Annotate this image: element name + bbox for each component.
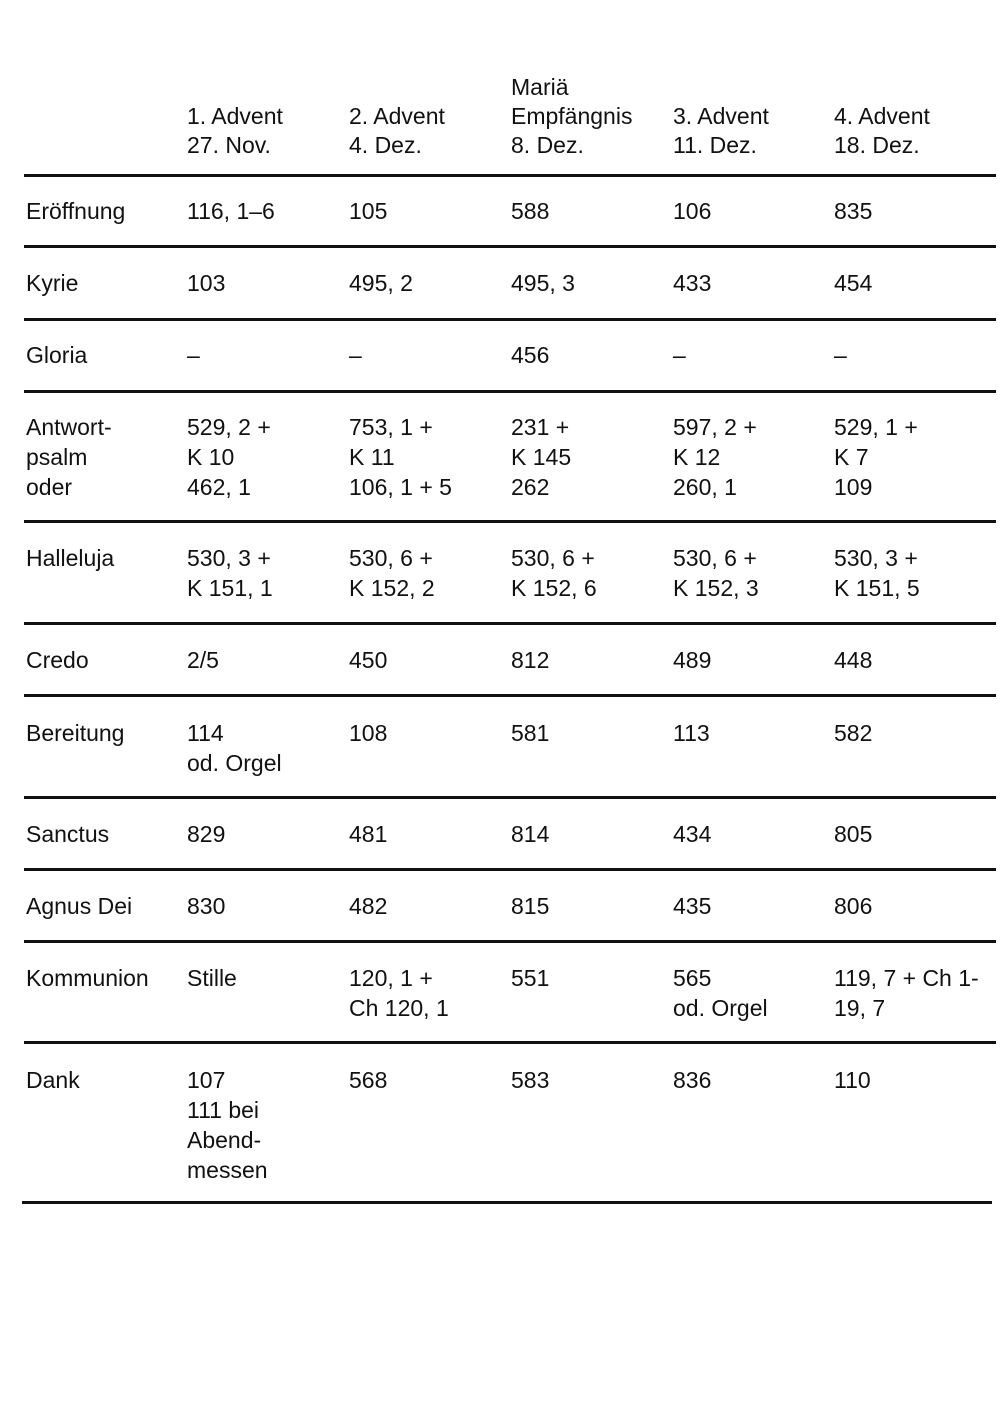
row-label: Kommunion xyxy=(26,965,149,991)
table-cell: – xyxy=(187,342,200,368)
table-cell: 433 xyxy=(673,270,712,296)
table-cell: 481 xyxy=(349,821,388,847)
row-divider xyxy=(24,318,996,321)
row-label: Gloria xyxy=(26,342,88,368)
table-cell: 806 xyxy=(834,893,873,919)
table-cell: 120, 1 + Ch 120, 1 xyxy=(349,965,449,1021)
row-label: Dank xyxy=(26,1067,80,1093)
table-cell: 495, 2 xyxy=(349,270,413,296)
table-cell: 103 xyxy=(187,270,226,296)
table-cell: 568 xyxy=(349,1067,388,1093)
table-cell: 812 xyxy=(511,647,550,673)
row-label: Antwort- psalm oder xyxy=(26,414,112,500)
table-cell: 489 xyxy=(673,647,712,673)
table-cell: – xyxy=(349,342,362,368)
table-cell: 435 xyxy=(673,893,712,919)
table-cell: 495, 3 xyxy=(511,270,575,296)
row-divider xyxy=(24,1041,996,1044)
row-divider xyxy=(24,245,996,248)
table-cell: 830 xyxy=(187,893,226,919)
column-header-1-advent: 1. Advent 27. Nov. xyxy=(187,103,283,158)
table-cell: 106 xyxy=(673,198,712,224)
table-cell: 836 xyxy=(673,1067,712,1093)
table-cell: 753, 1 + K 11 106, 1 + 5 xyxy=(349,414,452,500)
column-header-4-advent: 4. Advent 18. Dez. xyxy=(834,103,930,158)
column-header-maria-empfaengnis: Mariä Empfängnis 8. Dez. xyxy=(511,74,633,158)
table-cell: 597, 2 + K 12 260, 1 xyxy=(673,414,757,500)
table-cell: 108 xyxy=(349,720,388,746)
table-cell: 434 xyxy=(673,821,712,847)
table-cell: 116, 1–6 xyxy=(187,198,275,224)
header-divider xyxy=(24,174,996,177)
row-label: Agnus Dei xyxy=(26,893,133,919)
table-cell: – xyxy=(673,342,686,368)
row-divider xyxy=(24,940,996,943)
table-cell: 805 xyxy=(834,821,873,847)
row-divider xyxy=(24,520,996,523)
row-divider xyxy=(24,694,996,697)
table-cell: 530, 6 + K 152, 6 xyxy=(511,545,597,601)
table-cell: – xyxy=(834,342,847,368)
table-cell: 529, 2 + K 10 462, 1 xyxy=(187,414,271,500)
table-cell: 581 xyxy=(511,720,550,746)
table-cell: 119, 7 + Ch 1- 19, 7 xyxy=(834,965,979,1021)
table-cell: 231 + K 145 262 xyxy=(511,414,572,500)
row-label: Credo xyxy=(26,647,89,673)
row-label: Kyrie xyxy=(26,270,79,296)
table-cell: 110 xyxy=(834,1067,871,1093)
table-cell: 114 od. Orgel xyxy=(187,720,282,776)
table-cell: 482 xyxy=(349,893,388,919)
row-divider xyxy=(24,390,996,393)
table-cell: 529, 1 + K 7 109 xyxy=(834,414,918,500)
row-label: Sanctus xyxy=(26,821,110,847)
table-cell: 448 xyxy=(834,647,873,673)
row-divider xyxy=(24,796,996,799)
table-cell: 105 xyxy=(349,198,388,224)
table-cell: 582 xyxy=(834,720,873,746)
column-header-2-advent: 2. Advent 4. Dez. xyxy=(349,103,445,158)
table-cell: 815 xyxy=(511,893,550,919)
table-cell: 113 xyxy=(673,720,710,746)
table-cell: 2/5 xyxy=(187,647,219,673)
table-cell: 456 xyxy=(511,342,550,368)
table-cell: 829 xyxy=(187,821,226,847)
table-cell: 583 xyxy=(511,1067,550,1093)
table-cell: 551 xyxy=(511,965,550,991)
bottom-divider xyxy=(22,1201,992,1204)
table-cell: 454 xyxy=(834,270,873,296)
table-cell: 530, 3 + K 151, 1 xyxy=(187,545,273,601)
table-cell: 450 xyxy=(349,647,388,673)
table-cell: 530, 6 + K 152, 2 xyxy=(349,545,435,601)
row-label: Halleluja xyxy=(26,545,115,571)
table-cell: 835 xyxy=(834,198,873,224)
table-header xyxy=(0,60,1000,160)
row-label: Eröffnung xyxy=(26,198,126,224)
table-cell: 588 xyxy=(511,198,550,224)
table-cell: 530, 6 + K 152, 3 xyxy=(673,545,759,601)
column-header-3-advent: 3. Advent 11. Dez. xyxy=(673,103,769,158)
table-cell: 530, 3 + K 151, 5 xyxy=(834,545,920,601)
table-cell: 814 xyxy=(511,821,550,847)
table-cell: 565 od. Orgel xyxy=(673,965,768,1021)
row-divider xyxy=(24,622,996,625)
row-label: Bereitung xyxy=(26,720,125,746)
table-cell: Stille xyxy=(187,965,237,991)
row-divider xyxy=(24,868,996,871)
table-cell: 107 111 bei Abend- messen xyxy=(187,1067,268,1183)
